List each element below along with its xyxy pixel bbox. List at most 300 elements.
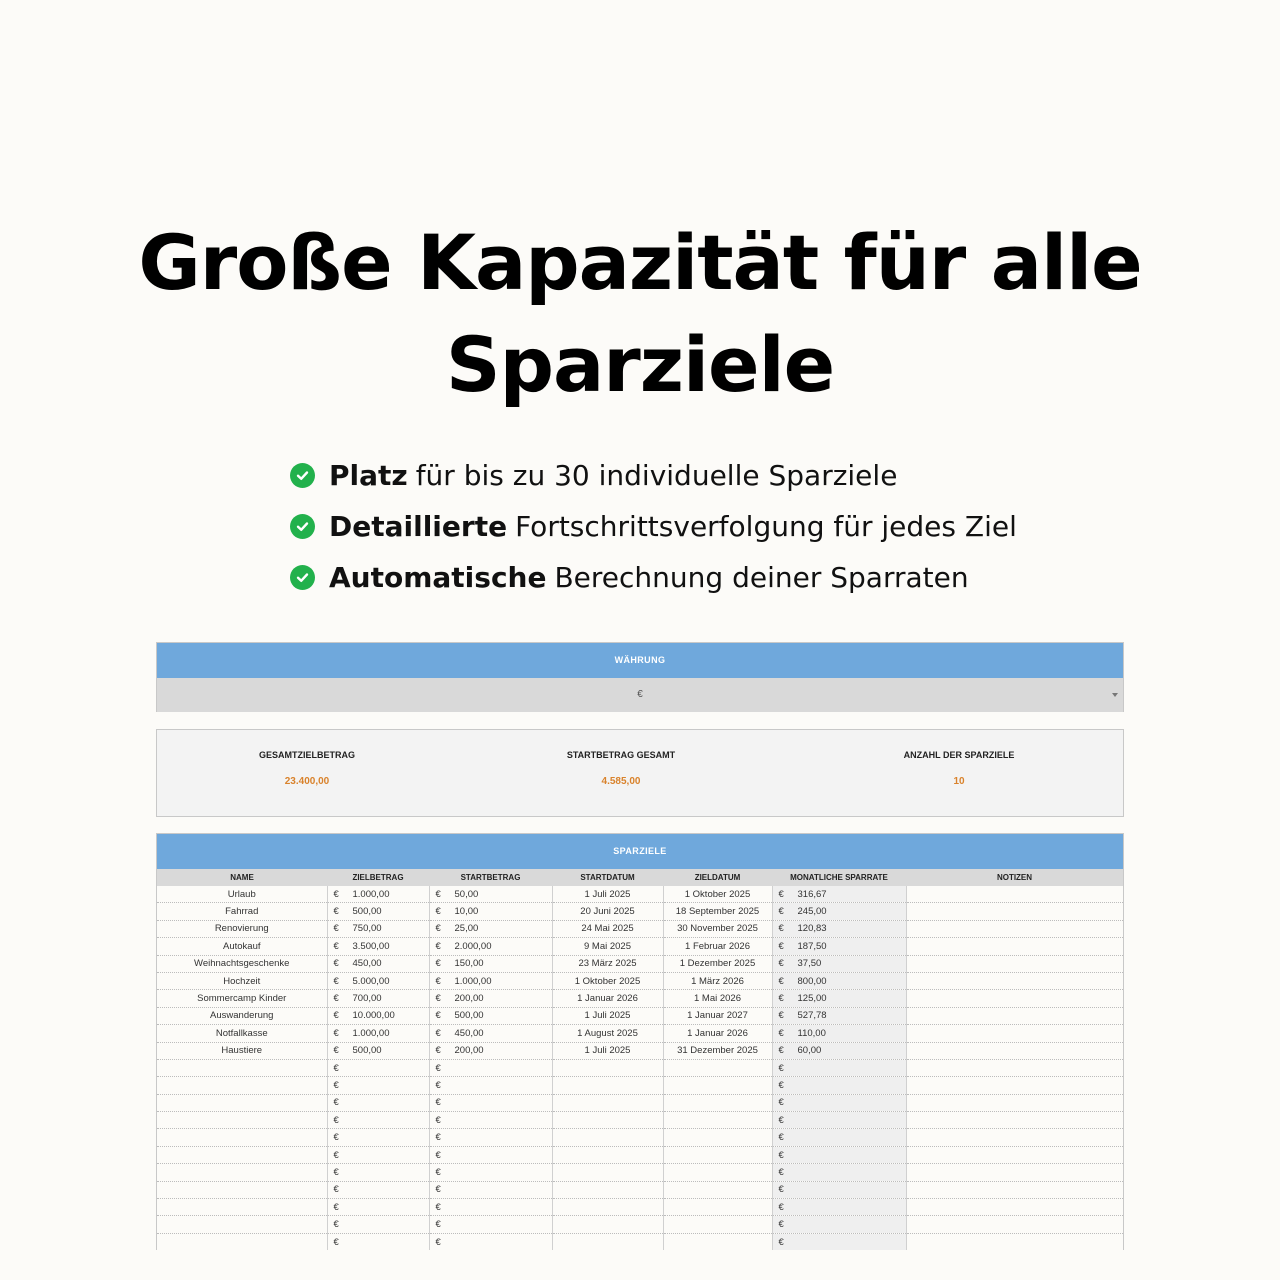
- table-cell[interactable]: [157, 1129, 327, 1146]
- cell-value: 527,78: [797, 1010, 827, 1022]
- currency-symbol: €: [435, 1062, 441, 1074]
- table-cell[interactable]: [327, 1094, 429, 1111]
- cell-value: 150,00: [454, 958, 484, 970]
- cell-value: 5.000,00: [352, 975, 390, 987]
- table-cell[interactable]: [906, 886, 1123, 903]
- table-row: [157, 972, 1123, 989]
- table-row: [157, 903, 1123, 920]
- currency-symbol: €: [778, 940, 784, 952]
- table-cell[interactable]: [772, 955, 906, 972]
- table-cell[interactable]: [552, 886, 663, 903]
- currency-symbol: €: [435, 958, 441, 970]
- table-row: [157, 990, 1123, 1007]
- currency-symbol: €: [778, 1132, 784, 1144]
- table-cell[interactable]: [552, 1199, 663, 1216]
- table-cell[interactable]: [327, 1146, 429, 1163]
- table-cell[interactable]: [327, 1042, 429, 1059]
- table-cell[interactable]: [772, 886, 906, 903]
- cell-value: 1 März 2026: [691, 975, 744, 987]
- currency-symbol: €: [778, 1149, 784, 1161]
- table-cell[interactable]: [327, 886, 429, 903]
- currency-symbol: €: [435, 1079, 441, 1091]
- currency-symbol: €: [333, 923, 339, 935]
- table-cell[interactable]: [157, 903, 327, 920]
- table-cell[interactable]: [552, 972, 663, 989]
- table-cell[interactable]: [906, 1077, 1123, 1094]
- table-cell[interactable]: [429, 1007, 552, 1024]
- cell-value: 1 Dezember 2025: [679, 958, 756, 970]
- currency-symbol: €: [333, 1079, 339, 1091]
- feature-bold-text: Automatische: [329, 561, 547, 594]
- table-cell[interactable]: [429, 1199, 552, 1216]
- table-cell[interactable]: [157, 1007, 327, 1024]
- table-row: [157, 1164, 1123, 1181]
- table-row: [157, 1059, 1123, 1076]
- table-cell[interactable]: [327, 972, 429, 989]
- table-cell[interactable]: [552, 1077, 663, 1094]
- table-cell[interactable]: [552, 1042, 663, 1059]
- table-cell[interactable]: [429, 1059, 552, 1076]
- cell-value: 200,00: [454, 993, 484, 1005]
- table-cell[interactable]: [327, 990, 429, 1007]
- table-cell[interactable]: [906, 1181, 1123, 1198]
- currency-symbol: €: [333, 1114, 339, 1126]
- table-cell[interactable]: [772, 1216, 906, 1233]
- table-cell[interactable]: [429, 903, 552, 920]
- feature-text: Berechnung deiner Sparraten: [554, 561, 969, 594]
- table-cell[interactable]: [552, 1112, 663, 1129]
- table-cell[interactable]: [157, 1059, 327, 1076]
- table-cell[interactable]: [772, 1077, 906, 1094]
- table-cell[interactable]: [157, 1112, 327, 1129]
- stat-value: 23.400,00: [284, 776, 330, 787]
- dropdown-arrow-icon[interactable]: [1112, 693, 1118, 697]
- cell-value: Sommercamp Kinder: [197, 993, 287, 1005]
- cell-value: 1 Januar 2026: [577, 993, 638, 1005]
- table-cell[interactable]: [772, 903, 906, 920]
- column-header: ZIELDATUM: [663, 869, 772, 886]
- table-cell[interactable]: [157, 1216, 327, 1233]
- currency-symbol: €: [435, 906, 441, 918]
- table-cell[interactable]: [552, 1216, 663, 1233]
- table-cell[interactable]: [327, 955, 429, 972]
- stat-label: STARTBETRAG GESAMT: [566, 750, 676, 760]
- check-circle-icon: [290, 565, 315, 590]
- feature-item: [290, 501, 1017, 552]
- table-cell[interactable]: [663, 1164, 772, 1181]
- currency-symbol: €: [778, 1079, 784, 1091]
- table-row: [157, 1181, 1123, 1198]
- currency-symbol: €: [778, 906, 784, 918]
- table-cell[interactable]: [663, 1077, 772, 1094]
- table-cell[interactable]: [429, 1181, 552, 1198]
- cell-value: 25,00: [454, 923, 479, 935]
- table-cell[interactable]: [157, 955, 327, 972]
- table-cell[interactable]: [772, 1059, 906, 1076]
- table-body: [157, 886, 1123, 1250]
- stat-label: GESAMTZIELBETRAG: [259, 750, 355, 760]
- currency-symbol: €: [778, 923, 784, 935]
- table-cell[interactable]: [772, 1164, 906, 1181]
- table-cell[interactable]: [327, 1181, 429, 1198]
- table-cell[interactable]: [157, 1146, 327, 1163]
- currency-symbol: €: [435, 975, 441, 987]
- table-cell[interactable]: [663, 1129, 772, 1146]
- table-cell[interactable]: [552, 920, 663, 937]
- summary-panel: [156, 729, 1124, 817]
- table-cell[interactable]: [906, 1059, 1123, 1076]
- currency-symbol: €: [333, 906, 339, 918]
- cell-value: 500,00: [454, 1010, 484, 1022]
- table-cell[interactable]: [906, 1094, 1123, 1111]
- table-cell[interactable]: [552, 903, 663, 920]
- table-cell[interactable]: [906, 972, 1123, 989]
- currency-symbol: €: [778, 958, 784, 970]
- cell-value: 50,00: [454, 888, 479, 900]
- table-cell[interactable]: [327, 1233, 429, 1250]
- table-cell[interactable]: [906, 938, 1123, 955]
- cell-value: 1 Januar 2026: [687, 1027, 748, 1039]
- table-cell[interactable]: [157, 1042, 327, 1059]
- savings-goals-table: [157, 869, 1123, 1250]
- table-cell[interactable]: [663, 903, 772, 920]
- table-cell[interactable]: [663, 990, 772, 1007]
- feature-item: [290, 450, 1017, 501]
- cell-value: 9 Mai 2025: [583, 940, 631, 952]
- table-cell[interactable]: [327, 1129, 429, 1146]
- table-cell[interactable]: [429, 886, 552, 903]
- check-circle-icon: [290, 463, 315, 488]
- table-cell[interactable]: [663, 1042, 772, 1059]
- table-cell[interactable]: [772, 938, 906, 955]
- currency-symbol: €: [333, 1201, 339, 1213]
- cell-value: 1 Mai 2026: [693, 993, 741, 1005]
- table-row: [157, 938, 1123, 955]
- table-cell[interactable]: [552, 1164, 663, 1181]
- table-cell[interactable]: [429, 1077, 552, 1094]
- cell-value: 120,83: [797, 923, 827, 935]
- column-header: NOTIZEN: [906, 869, 1123, 886]
- currency-symbol: €: [778, 1045, 784, 1057]
- table-cell[interactable]: [552, 1233, 663, 1250]
- cell-value: 31 Dezember 2025: [677, 1045, 758, 1057]
- currency-symbol: €: [333, 1184, 339, 1196]
- table-cell[interactable]: [772, 1094, 906, 1111]
- table-cell[interactable]: [906, 920, 1123, 937]
- column-header: NAME: [157, 869, 327, 886]
- table-cell[interactable]: [429, 1042, 552, 1059]
- stat-label: ANZAHL DER SPARZIELE: [903, 750, 1015, 760]
- cell-value: 3.500,00: [352, 940, 390, 952]
- table-cell[interactable]: [157, 1181, 327, 1198]
- table-cell[interactable]: [552, 938, 663, 955]
- headline-line-1: Große Kapazität für alle: [138, 218, 1142, 307]
- table-cell[interactable]: [663, 1146, 772, 1163]
- column-header: ZIELBETRAG: [327, 869, 429, 886]
- table-cell[interactable]: [772, 1199, 906, 1216]
- feature-text: Fortschrittsverfolgung für jedes Ziel: [515, 510, 1017, 543]
- cell-value: 1 August 2025: [577, 1027, 638, 1039]
- table-cell[interactable]: [327, 903, 429, 920]
- currency-symbol: €: [435, 1027, 441, 1039]
- table-cell[interactable]: [157, 1077, 327, 1094]
- table-cell[interactable]: [906, 1216, 1123, 1233]
- currency-symbol: €: [333, 1236, 339, 1248]
- table-cell[interactable]: [663, 955, 772, 972]
- cell-value: 1 Februar 2026: [685, 940, 750, 952]
- cell-value: 110,00: [797, 1027, 826, 1039]
- table-cell[interactable]: [429, 1025, 552, 1042]
- cell-value: 23 März 2025: [578, 958, 637, 970]
- table-cell[interactable]: [772, 1112, 906, 1129]
- currency-symbol: €: [435, 1045, 441, 1057]
- currency-symbol: €: [333, 1027, 339, 1039]
- table-row: [157, 1199, 1123, 1216]
- table-cell[interactable]: [906, 1112, 1123, 1129]
- table-cell[interactable]: [663, 1025, 772, 1042]
- table-cell[interactable]: [906, 1042, 1123, 1059]
- table-cell[interactable]: [552, 1007, 663, 1024]
- currency-symbol: €: [435, 1149, 441, 1161]
- currency-symbol: €: [333, 1097, 339, 1109]
- table-cell[interactable]: [772, 1025, 906, 1042]
- currency-symbol: €: [435, 1184, 441, 1196]
- table-cell[interactable]: [157, 1233, 327, 1250]
- headline-line-2: Sparziele: [445, 320, 835, 409]
- table-cell[interactable]: [552, 1129, 663, 1146]
- currency-symbol: €: [435, 1219, 441, 1231]
- cell-value: 1.000,00: [352, 888, 390, 900]
- currency-symbol: €: [435, 1132, 441, 1144]
- cell-value: Notfallkasse: [215, 1027, 268, 1039]
- table-cell[interactable]: [772, 1129, 906, 1146]
- cell-value: 125,00: [797, 993, 827, 1005]
- currency-symbol: €: [778, 1201, 784, 1213]
- cell-value: 1 Juli 2025: [584, 888, 631, 900]
- table-row: [157, 1233, 1123, 1250]
- table-cell[interactable]: [663, 1181, 772, 1198]
- table-cell[interactable]: [663, 1216, 772, 1233]
- table-cell[interactable]: [906, 1233, 1123, 1250]
- table-cell[interactable]: [663, 972, 772, 989]
- currency-symbol: €: [435, 1097, 441, 1109]
- cell-value: Haustiere: [221, 1045, 263, 1057]
- table-cell[interactable]: [429, 990, 552, 1007]
- headline: [0, 212, 1280, 416]
- table-cell[interactable]: [906, 1164, 1123, 1181]
- table-cell[interactable]: [552, 1181, 663, 1198]
- cell-value: 60,00: [797, 1045, 822, 1057]
- cell-value: 750,00: [352, 923, 382, 935]
- cell-value: 500,00: [352, 906, 382, 918]
- stat-value: 4.585,00: [601, 776, 641, 787]
- table-cell[interactable]: [663, 1094, 772, 1111]
- table-header-row: [157, 869, 1123, 886]
- cell-value: 800,00: [797, 975, 827, 987]
- table-cell[interactable]: [327, 1216, 429, 1233]
- table-row: [157, 955, 1123, 972]
- check-circle-icon: [290, 514, 315, 539]
- table-cell[interactable]: [429, 1164, 552, 1181]
- table-cell[interactable]: [663, 938, 772, 955]
- currency-symbol: €: [333, 1166, 339, 1178]
- cell-value: 1.000,00: [454, 975, 492, 987]
- table-cell[interactable]: [552, 1025, 663, 1042]
- currency-symbol: €: [333, 1219, 339, 1231]
- currency-symbol: €: [435, 1236, 441, 1248]
- column-header: MONATLICHE SPARRATE: [772, 869, 906, 886]
- currency-symbol: €: [333, 993, 339, 1005]
- table-cell[interactable]: [429, 1146, 552, 1163]
- cell-value: 1.000,00: [352, 1027, 390, 1039]
- table-row: [157, 1077, 1123, 1094]
- table-cell[interactable]: [327, 1007, 429, 1024]
- table-cell[interactable]: [327, 920, 429, 937]
- cell-value: 2.000,00: [454, 940, 492, 952]
- feature-bold-text: Detaillierte: [329, 510, 508, 543]
- table-cell[interactable]: [772, 1233, 906, 1250]
- table-cell[interactable]: [663, 886, 772, 903]
- currency-symbol: €: [333, 888, 339, 900]
- currency-select[interactable]: [157, 678, 1123, 712]
- cell-value: 24 Mai 2025: [581, 923, 634, 935]
- cell-value: 18 September 2025: [675, 906, 760, 918]
- table-cell[interactable]: [552, 955, 663, 972]
- table-cell[interactable]: [157, 990, 327, 1007]
- table-cell[interactable]: [327, 1077, 429, 1094]
- table-cell[interactable]: [772, 1146, 906, 1163]
- table-cell[interactable]: [157, 1094, 327, 1111]
- table-cell[interactable]: [772, 1042, 906, 1059]
- table-cell[interactable]: [906, 1146, 1123, 1163]
- table-cell[interactable]: [663, 1112, 772, 1129]
- cell-value: 1 Oktober 2025: [684, 888, 751, 900]
- table-cell[interactable]: [663, 1199, 772, 1216]
- cell-value: 1 Juli 2025: [584, 1045, 631, 1057]
- table-row: [157, 1042, 1123, 1059]
- currency-symbol: €: [778, 975, 784, 987]
- table-cell[interactable]: [429, 955, 552, 972]
- feature-text: für bis zu 30 individuelle Sparziele: [415, 459, 898, 492]
- table-cell[interactable]: [552, 990, 663, 1007]
- currency-symbol: €: [778, 888, 784, 900]
- currency-symbol: €: [435, 1166, 441, 1178]
- table-cell[interactable]: [772, 972, 906, 989]
- cell-value: 1 Oktober 2025: [574, 975, 641, 987]
- table-cell[interactable]: [429, 938, 552, 955]
- table-cell[interactable]: [772, 990, 906, 1007]
- table-cell[interactable]: [429, 972, 552, 989]
- table-cell[interactable]: [327, 1199, 429, 1216]
- table-cell[interactable]: [429, 1094, 552, 1111]
- table-row: [157, 1146, 1123, 1163]
- currency-symbol: €: [333, 1062, 339, 1074]
- cell-value: Autokauf: [223, 940, 261, 952]
- cell-value: 20 Juni 2025: [580, 906, 635, 918]
- table-cell[interactable]: [663, 1007, 772, 1024]
- currency-symbol: €: [435, 1010, 441, 1022]
- currency-symbol: €: [333, 1010, 339, 1022]
- currency-symbol: €: [333, 975, 339, 987]
- table-cell[interactable]: [157, 1199, 327, 1216]
- table-cell[interactable]: [429, 1233, 552, 1250]
- table-row: [157, 1025, 1123, 1042]
- table-cell[interactable]: [552, 1146, 663, 1163]
- table-cell[interactable]: [906, 1199, 1123, 1216]
- table-cell[interactable]: [906, 955, 1123, 972]
- table-cell[interactable]: [327, 1059, 429, 1076]
- table-cell[interactable]: [429, 1129, 552, 1146]
- cell-value: 316,67: [797, 888, 827, 900]
- table-cell[interactable]: [429, 1112, 552, 1129]
- cell-value: 700,00: [352, 993, 382, 1005]
- table-cell[interactable]: [327, 1025, 429, 1042]
- table-cell[interactable]: [663, 1233, 772, 1250]
- cell-value: 450,00: [454, 1027, 484, 1039]
- cell-value: 10,00: [454, 906, 479, 918]
- table-cell[interactable]: [663, 1059, 772, 1076]
- table-cell[interactable]: [552, 1094, 663, 1111]
- cell-value: 500,00: [352, 1045, 382, 1057]
- table-row: [157, 920, 1123, 937]
- currency-symbol: €: [778, 1027, 784, 1039]
- table-cell[interactable]: [157, 886, 327, 903]
- currency-symbol: €: [778, 1097, 784, 1109]
- table-cell[interactable]: [327, 1112, 429, 1129]
- currency-symbol: €: [778, 1236, 784, 1248]
- table-cell[interactable]: [906, 903, 1123, 920]
- table-cell[interactable]: [663, 920, 772, 937]
- cell-value: Auswanderung: [210, 1010, 274, 1022]
- table-cell[interactable]: [157, 972, 327, 989]
- table-row: [157, 1129, 1123, 1146]
- cell-value: Urlaub: [227, 888, 256, 900]
- cell-value: 245,00: [797, 906, 827, 918]
- cell-value: 187,50: [797, 940, 827, 952]
- cell-value: 200,00: [454, 1045, 484, 1057]
- cell-value: 30 November 2025: [677, 923, 758, 935]
- currency-symbol: €: [778, 1062, 784, 1074]
- cell-value: Renovierung: [214, 923, 269, 935]
- table-cell[interactable]: [157, 1164, 327, 1181]
- table-cell[interactable]: [772, 1007, 906, 1024]
- table-cell[interactable]: [157, 938, 327, 955]
- column-header: STARTDATUM: [552, 869, 663, 886]
- table-row: [157, 1094, 1123, 1111]
- feature-bold-text: Platz: [329, 459, 408, 492]
- table-cell[interactable]: [552, 1059, 663, 1076]
- table-cell[interactable]: [157, 1025, 327, 1042]
- table-cell[interactable]: [772, 1181, 906, 1198]
- table-cell[interactable]: [429, 1216, 552, 1233]
- table-cell[interactable]: [429, 920, 552, 937]
- column-header: STARTBETRAG: [429, 869, 552, 886]
- currency-symbol: €: [435, 1201, 441, 1213]
- table-cell[interactable]: [906, 1007, 1123, 1024]
- currency-symbol: €: [333, 1132, 339, 1144]
- currency-symbol: €: [333, 958, 339, 970]
- cell-value: 10.000,00: [352, 1010, 395, 1022]
- cell-value: Hochzeit: [223, 975, 261, 987]
- table-cell[interactable]: [157, 920, 327, 937]
- cell-value: Weihnachtsgeschenke: [194, 958, 290, 970]
- table-cell[interactable]: [327, 938, 429, 955]
- table-cell[interactable]: [906, 1129, 1123, 1146]
- table-cell[interactable]: [772, 920, 906, 937]
- table-cell[interactable]: [327, 1164, 429, 1181]
- table-cell[interactable]: [906, 1025, 1123, 1042]
- table-cell[interactable]: [906, 990, 1123, 1007]
